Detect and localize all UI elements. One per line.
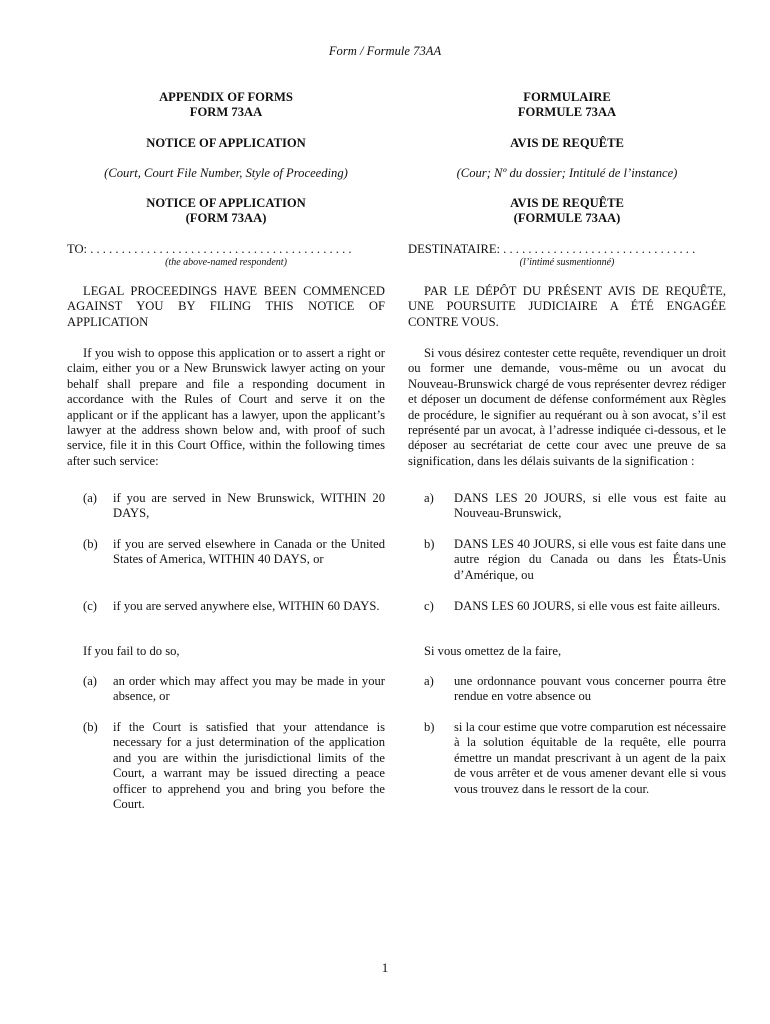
item-text: DANS LES 40 JOURS, si elle vous est faite dans une autre région du Canada ou dans les États-Unis d’Amérique, ou xyxy=(454,537,726,582)
list-item xyxy=(67,674,385,720)
list-item xyxy=(67,720,385,812)
notice-subheading-line2: (FORMULE 73AA) xyxy=(513,211,621,226)
item-label: (a) xyxy=(83,491,97,505)
list-item xyxy=(408,599,726,644)
instructions-paragraph-en: If you wish to oppose this application or to assert a right or claim, either you or a New Brunswick lawyer acting on your behalf shall prepare and file a responding document in accordance with the Rules of Court and serve it on the applicant or if the applicant has a lawyer, upon the applicant’s lawyer at the address shown below and, with proof of such service, file it in this Court Office, within the following times after such service: xyxy=(67,346,385,468)
english-column xyxy=(67,90,385,812)
court-meta-en: (Court, Court File Number, Style of Proceeding) xyxy=(104,166,348,180)
form-number: FORM 73AA xyxy=(189,105,263,120)
french-column xyxy=(408,90,726,797)
item-text: si la cour estime que votre comparution est nécessaire à la solution équitable de la requête, elle pourra émettre un mandat prescrivant à un agent de la paix de vous arrêter et de vous amener devant elle si vous vous trouvez dans le ressort de la cour. xyxy=(454,720,726,796)
recipient-caption-fr: (l’intimé susmentionné) xyxy=(519,257,615,268)
item-text: an order which may affect you may be made in your absence, or xyxy=(113,674,385,704)
item-label: (a) xyxy=(83,674,97,688)
appendix-title: FORMULAIRE xyxy=(523,90,611,104)
item-label: b) xyxy=(424,537,435,551)
recipient-line-fr: DESTINATAIRE: . . . . . . . . . . . . . . . . . . . . . . . . . . . . . . . xyxy=(408,242,696,256)
item-label: (b) xyxy=(83,537,98,551)
caps-warning-en: LEGAL PROCEEDINGS HAVE BEEN COMMENCED AGAINST YOU BY FILING THIS NOTICE OF APPLICATION xyxy=(67,284,385,329)
caps-warning-fr: PAR LE DÉPÔT DU PRÉSENT AVIS DE REQUÊTE, UNE POURSUITE JUDICIAIRE A ÉTÉ ENGAGÉE CONTRE VOUS. xyxy=(408,284,726,329)
item-text: une ordonnance pouvant vous concerner pourra être rendue en votre absence ou xyxy=(454,674,726,704)
item-label: b) xyxy=(424,720,435,734)
notice-subheading-line1: AVIS DE REQUÊTE xyxy=(510,196,624,210)
item-text: DANS LES 60 JOURS, si elle vous est faite ailleurs. xyxy=(454,599,721,613)
list-item xyxy=(67,599,385,644)
item-text: if you are served in New Brunswick, WITHIN 20 DAYS, xyxy=(113,491,385,521)
item-text: if you are served anywhere else, WITHIN 60 DAYS. xyxy=(113,599,380,613)
notice-subheading-fr xyxy=(408,196,726,242)
list-item xyxy=(408,720,726,797)
item-label: a) xyxy=(424,674,434,688)
item-text: DANS LES 20 JOURS, si elle vous est faite au Nouveau-Brunswick, xyxy=(454,491,726,521)
notice-subheading-line1: NOTICE OF APPLICATION xyxy=(146,196,306,210)
recipient-line-en: TO: . . . . . . . . . . . . . . . . . . . . . . . . . . . . . . . . . . . . . . . . . . xyxy=(67,242,352,256)
list-item xyxy=(408,537,726,599)
recipient-caption-en: (the above-named respondent) xyxy=(165,257,287,268)
instructions-paragraph-fr: Si vous désirez contester cette requête, revendiquer un droit ou former une demande, vous-même ou un avocat du Nouveau-Brunswick chargé de vous représenter devrez rédiger et déposer un document de défense conformément aux Règles de procédure, le signifier au requérant ou à son avocat, s’il est représenté par un avocat, à l’adresse indiquée ci-dessous, et le déposer au secrétariat de cette cour avec une preuve de sa signification, dans les délais suivants de la signification : xyxy=(408,346,726,468)
form-title-fr xyxy=(408,90,726,136)
form-number: FORMULE 73AA xyxy=(517,105,617,120)
item-label: (c) xyxy=(83,599,97,613)
running-header: Form / Formule 73AA xyxy=(328,44,442,58)
notice-subheading-en xyxy=(67,196,385,242)
court-meta-fr: (Cour; Nº du dossier; Intitulé de l’instance) xyxy=(456,166,678,180)
appendix-title: APPENDIX OF FORMS xyxy=(159,90,293,104)
failure-intro-en: If you fail to do so, xyxy=(83,644,180,658)
failure-intro-fr: Si vous omettez de la faire, xyxy=(424,644,562,658)
notice-heading-fr: AVIS DE REQUÊTE xyxy=(510,136,624,150)
list-item xyxy=(408,491,726,537)
notice-heading-en: NOTICE OF APPLICATION xyxy=(146,136,306,150)
list-item xyxy=(408,674,726,720)
page-number: 1 xyxy=(381,960,389,975)
list-item xyxy=(67,491,385,537)
item-label: a) xyxy=(424,491,434,505)
item-text: if the Court is satisfied that your attendance is necessary for a just determination of the application and you are within the jurisdictional limits of the Court, a warrant may be issued directing a peace officer to apprehend you and bring you before the Court. xyxy=(113,720,385,812)
notice-subheading-line2: (FORM 73AA) xyxy=(185,211,267,226)
item-label: (b) xyxy=(83,720,98,734)
list-item xyxy=(67,537,385,599)
item-text: if you are served elsewhere in Canada or the United States of America, WITHIN 40 DAYS, or xyxy=(113,537,385,567)
form-title-en xyxy=(67,90,385,136)
item-label: c) xyxy=(424,599,434,613)
